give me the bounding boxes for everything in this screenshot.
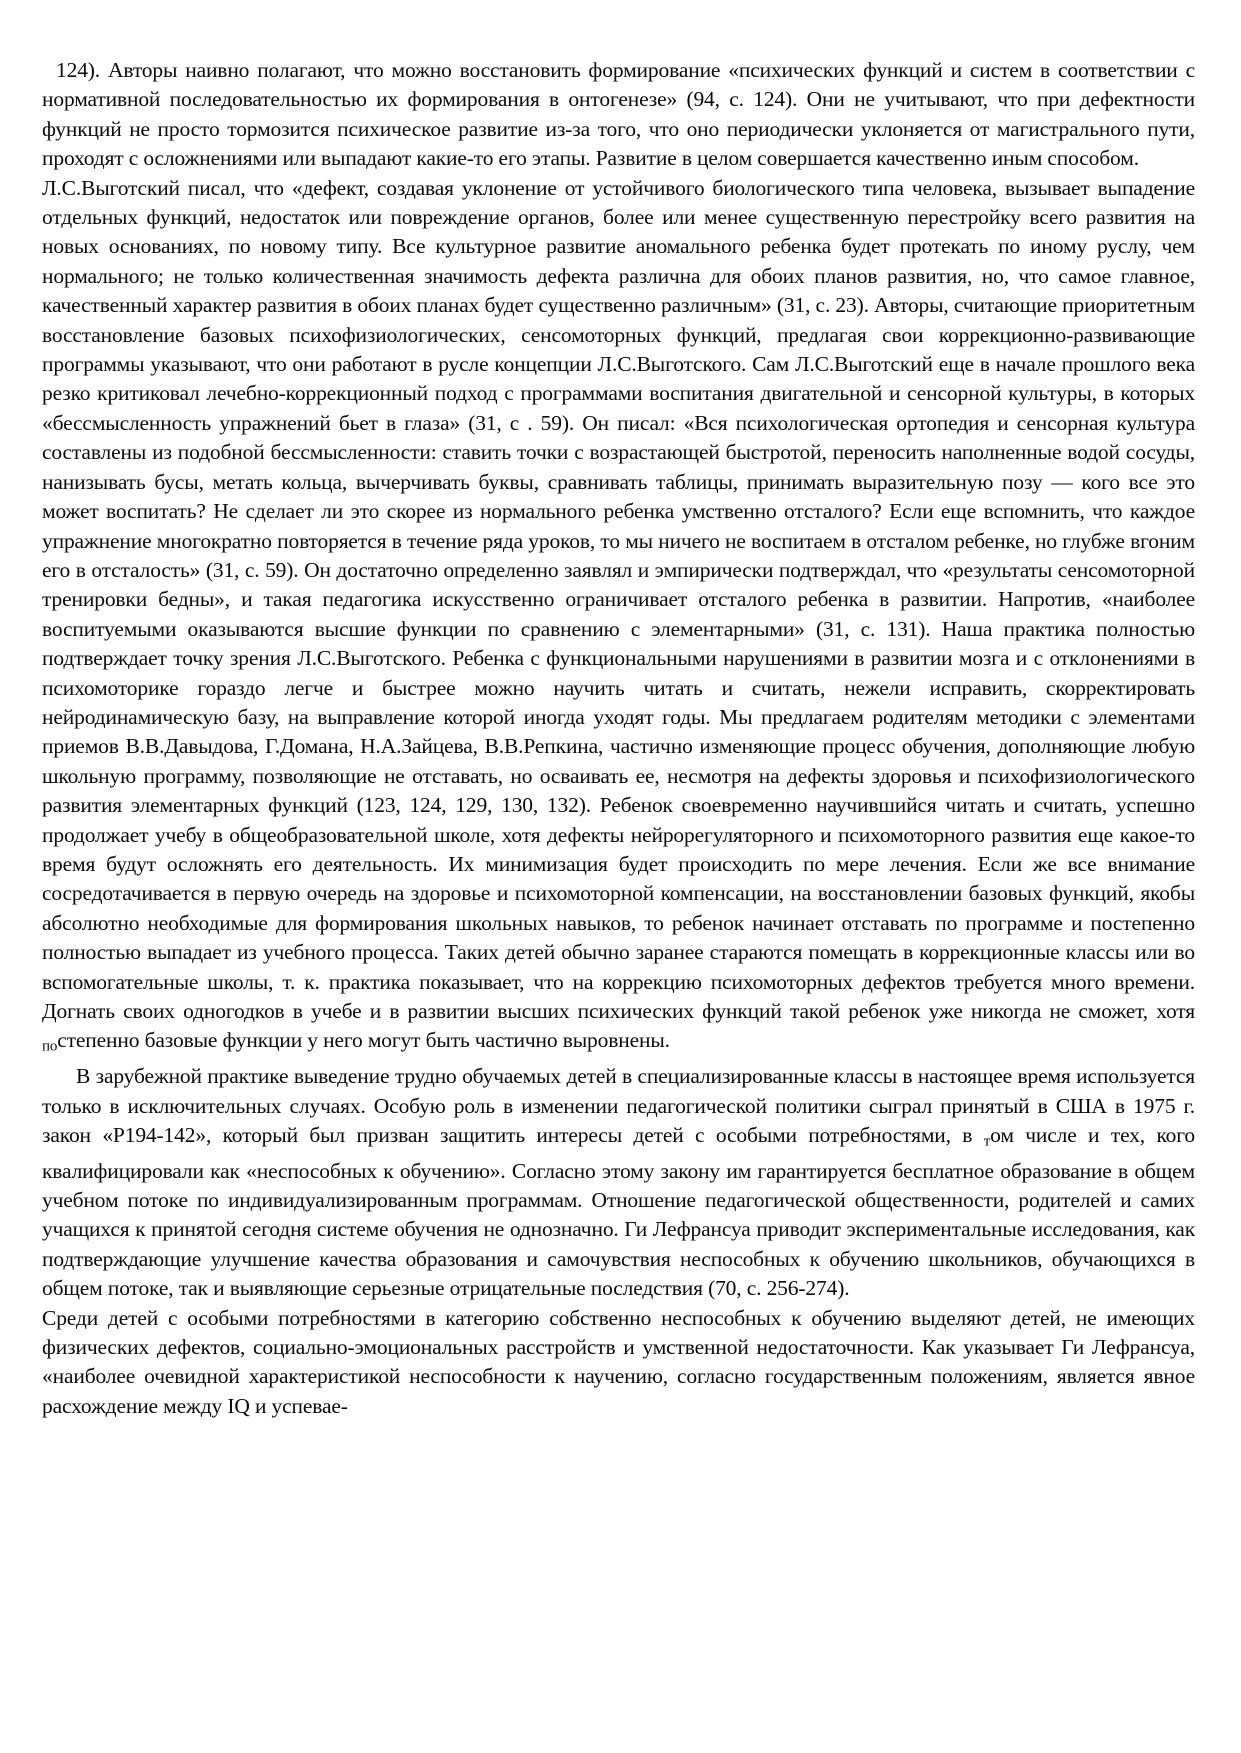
text-run: степенно базовые функции у него могут быть частично выровнены.: [57, 1028, 670, 1053]
text-run: ом числе и тех, кого квалифицировали как «неспособных к обучению». Согласно этому закону им гарантируется бесплатное образование в общем учебном потоке по индивидуализированным программам. Отношение педагогической общественности, родителей и самих учащихся к принятой сегодня системе обучения не однозначно. Ги Лефрансуа приводит экспериментальные исследования, как подтверждающие улучшение качества образования и самочувствия неспособных к обучению школьников, обучающихся в общем потоке, так и выявляющие серьезные отрицательные последствия (70, с. 256-274).: [42, 1122, 1195, 1301]
text-run: Среди детей с особыми потребностями в категорию собственно неспособных к обучению выделяют детей, не имеющих физических дефектов, социально-эмоциональных расстройств и умственной недостаточности. Как указывает Ги Лефрансуа, «наиболее очевидной характеристикой неспособности к научению, согласно государственным положениям, является явное расхождение между IQ и успевае-: [42, 1305, 1195, 1418]
document-page: [42, 56, 1195, 1421]
text-run: Л.С.Выготский писал, что «дефект, создавая уклонение от устойчивого биологического типа человека, вызывает выпадение отдельных функций, недостаток или повреждение органов, более или менее существенную перестройку всего развития на новых основаниях, по новому типу. Все культурное развитие аномального ребенка будет протекать по иному руслу, чем нормального; не только количественная значимость дефекта различна для обоих планов развития, но, что самое главное, качественный характер развития в обоих планах будет существенно различным» (31, с. 23). Авторы, считающие приоритетным восстановление базовых психофизиологических, сенсомоторных функций, предлагая свои коррекционно-развивающие программы указывают, что они работают в русле концепции Л.С.Выготского. Сам Л.С.Выготский еще в начале прошлого века резко критиковал лечебно-коррекционный подход с программами воспитания двигательной и сенсорной культуры, в которых «бессмысленность упражнений бьет в глаза» (31, с . 59). Он писал: «Вся психологическая ортопедия и сенсорная культура составлены из подобной бессмысленности: ставить точки с возрастающей быстротой, переносить наполненные водой сосуды, нанизывать бусы, метать кольца, вычерчивать буквы, сравнивать таблицы, принимать выразительную позу — кого все это может воспитать? Не сделает ли это скорее из нормального ребенка умственно отсталого? Если еще вспомнить, что каждое упражнение многократно повторяется в течение ряда уроков, то мы ничего не воспитаем в отсталом ребенке, но глубже вгоним его в отсталость» (31, с. 59). Он достаточно определенно заявлял и эмпирически подтверждал, что «результаты сенсомоторной тренировки бедны», и такая педагогика искусственно ограничивает отсталого ребенка в развитии. Напротив, «наиболее воспитуемыми оказываются высшие функции по сравнению с элементарными» (31, с. 131). Наша практика полностью подтверждает точку зрения Л.С.Выготского. Ребенка с функциональными нарушениями в развитии мозга и с отклонениями в психомоторике гораздо легче и быстрее можно научить читать и считать, нежели исправить, скорректировать нейродинамическую базу, на выправление которой иногда уходят годы. Мы предлагаем родителям методики с элементами приемов В.В.Давыдова, Г.Домана, Н.А.Зайцева, В.В.Репкина, частично изменяющие процесс обучения, дополняющие любую школьную программу, позволяющие не отставать, но осваивать ее, несмотря на дефекты здоровья и психофизиологического развития элементарных функций (123, 124, 129, 130, 132). Ребенок своевременно научившийся читать и считать, успешно продолжает учебу в общеобразовательной школе, хотя дефекты нейрорегуляторного и психомоторного развития еще какое-то время будут осложнять его деятельность. Их минимизация будет происходить по мере лечения. Если же все внимание сосредотачивается в первую очередь на здоровье и психомоторной компенсации, на восстановлении базовых функций, якобы абсолютно необходимые для формирования школьных навыков, то ребенок начинает отставать по программе и постепенно полностью выпадает из учебного процесса. Таких детей обычно заранее стараются помещать в коррекционные классы или во вспомогательные школы, т. к. практика показывает, что на коррекцию психомоторных дефектов требуется много времени. Догнать своих одногодков в учебе и в развитии высших психических функций такой ребенок уже никогда не сможет, хотя: [42, 175, 1195, 1023]
paragraph-authors-naively: [42, 56, 1195, 174]
paragraph-special-needs-children: [42, 1304, 1195, 1422]
text-run-small: т: [983, 1133, 991, 1150]
text-run-small: по: [42, 1038, 58, 1055]
paragraph-vygotsky-quote: [42, 174, 1195, 1062]
paragraph-foreign-practice: [42, 1062, 1195, 1304]
text-run: 124). Авторы наивно полагают, что можно восстановить формирование «психических функций и систем в соответствии с нормативной последовательностью их формирования в онтогенезе» (94, с. 124). Они не учитывают, что при дефектности функций не просто тормозится психическое развитие из-за того, что оно периодически уклоняется от магистрального пути, проходят с осложнениями или выпадают какие-то его этапы. Развитие в целом совершается качественно иным способом.: [42, 58, 1195, 171]
text-run: В зарубежной практике выведение трудно обучаемых детей в специализированные классы в настоящее время используется только в исключительных случаях. Особую роль в изменении педагогической политики сыграл принятый в США в 1975 г. закон «Р194-142», который был призван защитить интересы детей с особыми потребностями, в: [42, 1064, 1195, 1147]
